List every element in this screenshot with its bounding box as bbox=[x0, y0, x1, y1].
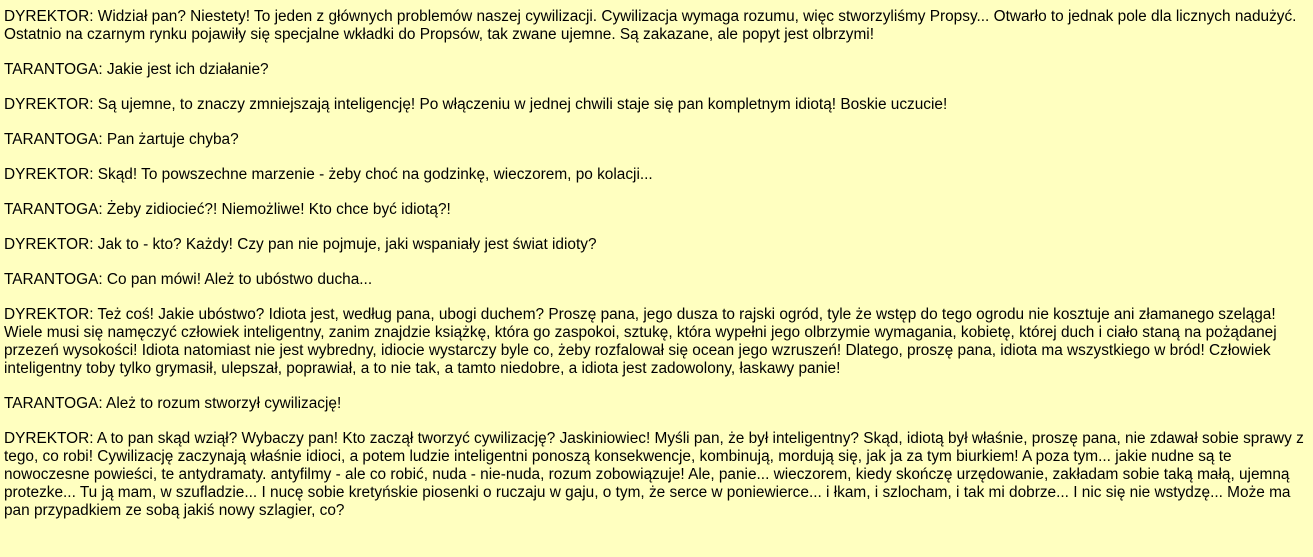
dialogue-line-tarantoga: TARANTOGA: Ależ to rozum stworzył cywilizację! bbox=[4, 395, 342, 412]
dialogue-line-tarantoga: TARANTOGA: Żeby zidiocieć?! Niemożliwe! Kto chce być idiotą?! bbox=[4, 201, 451, 218]
dialogue-line-dyrektor: DYREKTOR: Skąd! To powszechne marzenie - żeby choć na godzinkę, wieczorem, po kolacji... bbox=[4, 166, 653, 183]
dialogue-line-dyrektor: DYREKTOR: Są ujemne, to znaczy zmniejszają inteligencję! Po włączeniu w jednej chwili staje się pan kompletnym idiotą! Boskie uczucie! bbox=[4, 96, 948, 113]
dialogue-line-tarantoga: TARANTOGA: Co pan mówi! Ależ to ubóstwo ducha... bbox=[4, 271, 373, 288]
dialogue-line-dyrektor: DYREKTOR: Jak to - kto? Każdy! Czy pan nie pojmuje, jaki wspaniały jest świat idioty? bbox=[4, 236, 597, 253]
dialogue-line-dyrektor: DYREKTOR: Widział pan? Niestety! To jeden z głównych problemów naszej cywilizacji. Cywilizacja wymaga rozumu, więc stworzyliśmy Propsy... Otwarło to jednak pole dla licznych nadużyć. Ostatnio na czarnym rynku pojawiły się specjalne wkładki do Propsów, tak zwane ujemne. Są zakazane, ale popyt jest olbrzymi! bbox=[4, 8, 1297, 43]
dialogue-line-tarantoga: TARANTOGA: Jakie jest ich działanie? bbox=[4, 61, 269, 78]
dialogue-line-dyrektor: DYREKTOR: A to pan skąd wziął? Wybaczy pan! Kto zaczął tworzyć cywilizację? Jaskiniowiec! Myśli pan, że był inteligentny? Skąd, idiotą był właśnie, proszę pana, nie zdawał sobie sprawy z tego, co robi! Cywilizację zaczynają właśnie idioci, a potem ludzie inteligentni ponoszą konsekwencje, kombinują, mordują się, jak ja za tym biurkiem! A poza tym... jakie nudne są te nowoczesne powieści, te antydramaty. antyfilmy - ale co robić, nuda - nie-nuda, rozum zobowiązuje! Ale, panie... wieczorem, kiedy skończę urzędowanie, zakładam sobie taką małą, ujemną protezke... Tu ją mam, w szufladzie... I nucę sobie kretyńskie piosenki o ruczaju w gaju, o tym, że serce w poniewierce... i łkam, i szlocham, i tak mi dobrze... I nic się nie wstydzę... Może ma pan przypadkiem ze sobą jakiś nowy szlagier, co? bbox=[4, 430, 1304, 519]
dialogue-line-dyrektor: DYREKTOR: Też coś! Jakie ubóstwo? Idiota jest, według pana, ubogi duchem? Proszę pana, jego dusza to rajski ogród, tyle że wstęp do tego ogrodu nie kosztuje ani złamanego szeląga! Wiele musi się namęczyć człowiek inteligentny, zanim znajdzie książkę, która go zaspokoi, sztukę, która wypełni jego olbrzymie wymagania, kobietę, której duch i ciało staną na pożądanej przezeń wysokości! Idiota natomiast nie jest wybredny, idiocie wystarczy byle co, żeby rozfalował się ocean jego wzruszeń! Dlatego, proszę pana, idiota ma wszystkiego w bród! Człowiek inteligentny toby tylko grymasił, ulepszał, poprawiał, a to nie tak, a tamto niedobre, a idiota jest zadowolony, łaskawy panie! bbox=[4, 306, 1277, 377]
dialogue-line-tarantoga: TARANTOGA: Pan żartuje chyba? bbox=[4, 131, 239, 148]
